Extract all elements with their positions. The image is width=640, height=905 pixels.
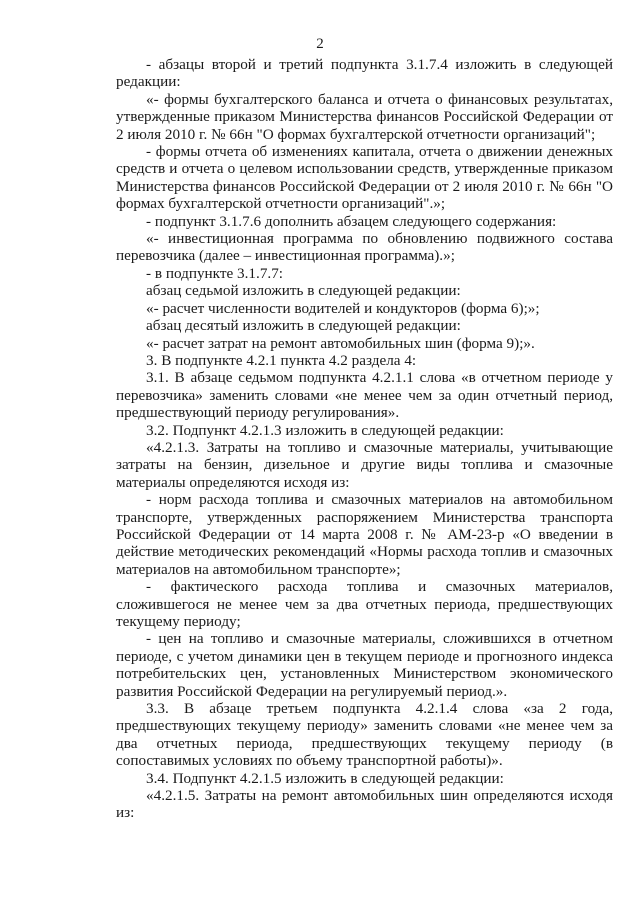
- document-body: [116, 56, 613, 822]
- paragraph: 3.4. Подпункт 4.2.1.5 изложить в следующей редакции:: [146, 769, 504, 787]
- paragraph: - формы отчета об изменениях капитала, отчета о движении денежных средств и отчета о целевом использовании средств, утвержденные приказом Министерства финансов Российской Федерации от 2 июля 2010 г. № 66н "О формах бухгалтерской отчетности организаций".»;: [116, 143, 613, 213]
- paragraph: 3.1. В абзаце седьмом подпункта 4.2.1.1 слова «в отчетном периоде у перевозчика» заменить словами «не менее чем за один отчетный период, предшествующий периоду регулирования».: [116, 369, 613, 422]
- paragraph: абзац десятый изложить в следующей редакции:: [146, 317, 461, 335]
- paragraph: «4.2.1.5. Затраты на ремонт автомобильных шин определяются исходя из:: [116, 787, 613, 822]
- paragraph: - норм расхода топлива и смазочных материалов на автомобильном транспорте, утвержденных распоряжением Министерства транспорта Российской Федерации от 14 марта 2008 г. № АМ-23-р «О введении в действие методических рекомендаций «Нормы расхода топлив и смазочных материалов на автомобильном транспорте»;: [116, 491, 613, 578]
- paragraph: - подпункт 3.1.7.6 дополнить абзацем следующего содержания:: [146, 212, 557, 230]
- paragraph: «- формы бухгалтерского баланса и отчета о финансовых результатах, утвержденные приказом Министерства финансов Российской Федерации от 2 июля 2010 г. № 66н "О формах бухгалтерской отчетности организаций";: [116, 90, 613, 143]
- paragraph: «4.2.1.3. Затраты на топливо и смазочные материалы, учитывающие затраты на бензин, дизельное и другие виды топлива и смазочные материалы определяются исходя из:: [116, 438, 613, 491]
- paragraph: - в подпункте 3.1.7.7:: [146, 264, 284, 282]
- paragraph: 3.3. В абзаце третьем подпункта 4.2.1.4 слова «за 2 года, предшествующих текущему периоду» заменить словами «не менее чем за два отчетных периода, предшествующих текущему периоду (в сопоставимых условиях по объему транспортной работы)».: [116, 700, 613, 770]
- paragraph: «- расчет затрат на ремонт автомобильных шин (форма 9);».: [146, 334, 535, 352]
- paragraph: - фактического расхода топлива и смазочных материалов, сложившегося не менее чем за два отчетных периода, предшествующих текущему периоду;: [116, 578, 613, 630]
- paragraph: - цен на топливо и смазочные материалы, сложившихся в отчетном периоде, с учетом динамики цен в текущем периоде и прогнозного индекса потребительских цен, установленных Министерством экономического развития Российской Федерации на регулируемый период.».: [116, 630, 613, 700]
- paragraph: 3. В подпункте 4.2.1 пункта 4.2 раздела 4:: [146, 351, 417, 369]
- page-number: 2: [316, 36, 324, 52]
- paragraph: - абзацы второй и третий подпункта 3.1.7.4 изложить в следующей редакции:: [116, 56, 613, 91]
- paragraph: абзац седьмой изложить в следующей редакции:: [146, 282, 461, 300]
- paragraph: «- расчет численности водителей и кондукторов (форма 6);»;: [146, 299, 540, 317]
- paragraph: 3.2. Подпункт 4.2.1.3 изложить в следующей редакции:: [146, 421, 504, 439]
- paragraph: «- инвестиционная программа по обновлению подвижного состава перевозчика (далее – инвестиционная программа).»;: [116, 230, 613, 265]
